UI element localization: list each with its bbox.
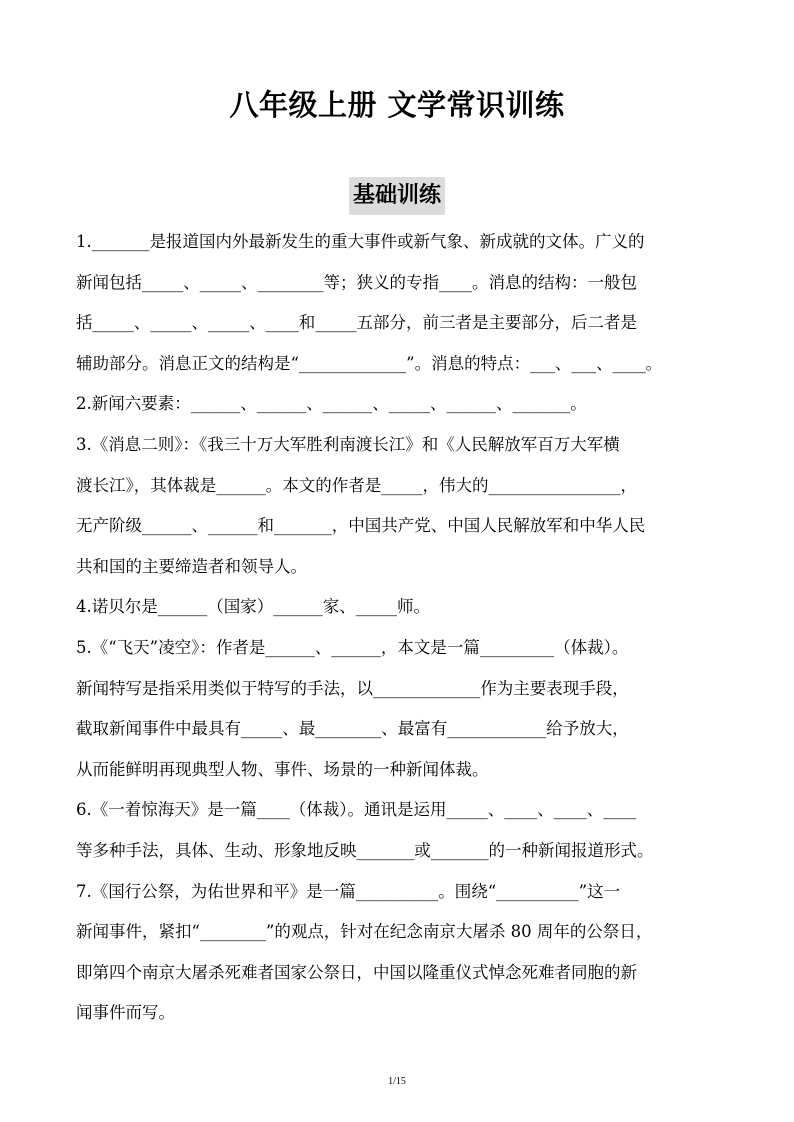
text-line: 新闻特写是指采用类似于特写的手法，以_____________作为主要表现手段， xyxy=(76,678,629,698)
text-line: 4.诺贝尔是______（国家）______家、_____师。 xyxy=(76,597,430,617)
text-line: 3.《消息二则》：《我三十万大军胜利南渡长江》和《人民解放军百万大军横 xyxy=(76,434,620,454)
text-line: 新闻包括_____、_____、________等；狭义的专指____。消息的结构：一般包 xyxy=(76,272,637,292)
section-heading: 基础训练 xyxy=(349,177,445,215)
exercise-body xyxy=(76,226,748,1038)
page-number: 1/15 xyxy=(388,1076,406,1087)
text-line: 新闻事件，紧扣“________”的观点，针对在纪念南京大屠杀 80 周年的公祭日， xyxy=(76,922,653,942)
text-line: 渡长江》，其体裁是______。本文的作者是_____，伟大的________________， xyxy=(76,475,637,495)
text-line: 括_____、_____、_____、____和_____五部分，前三者是主要部分，后二者是 xyxy=(76,313,637,333)
text-line: 2.新闻六要素：______、______、______、_____、______、_______。 xyxy=(76,394,587,414)
text-line: 7.《国行公祭，为佑世界和平》是一篇__________。围绕“__________”这一 xyxy=(76,881,621,901)
text-line: 6.《一着惊海天》是一篇____（体裁）。通讯是运用_____、____、____、____ xyxy=(76,800,637,820)
text-line: 1._______是报道国内外最新发生的重大事件或新气象、新成就的文体。广义的 xyxy=(76,232,645,251)
text-line: 截取新闻事件中最具有_____、最________、最富有____________给予放大， xyxy=(76,719,629,739)
text-line: 从而能鲜明再现典型人物、事件、场景的一种新闻体裁。 xyxy=(76,759,489,779)
text-line: 共和国的主要缔造者和领导人。 xyxy=(76,556,307,576)
text-line: 无产阶级______、______和_______，中国共产党、中国人民解放军和中华人民 xyxy=(76,516,646,536)
text-line: 辅助部分。消息正文的结构是“_____________”。消息的特点：___、___、____。 xyxy=(76,353,663,373)
text-line: 5.《“飞天”凌空》：作者是______、______，本文是一篇_________（体裁）。 xyxy=(76,637,629,657)
text-line: 等多种手法，具体、生动、形象地反映_______或_______的一种新闻报道形式。 xyxy=(76,840,654,860)
section-header-wrap xyxy=(0,177,794,215)
text-line: 闻事件而写。 xyxy=(76,1003,175,1023)
page-title: 八年级上册 文学常识训练 xyxy=(229,88,565,122)
text-line: 即第四个南京大屠杀死难者国家公祭日，中国以隆重仪式悼念死难者同胞的新 xyxy=(76,962,637,982)
